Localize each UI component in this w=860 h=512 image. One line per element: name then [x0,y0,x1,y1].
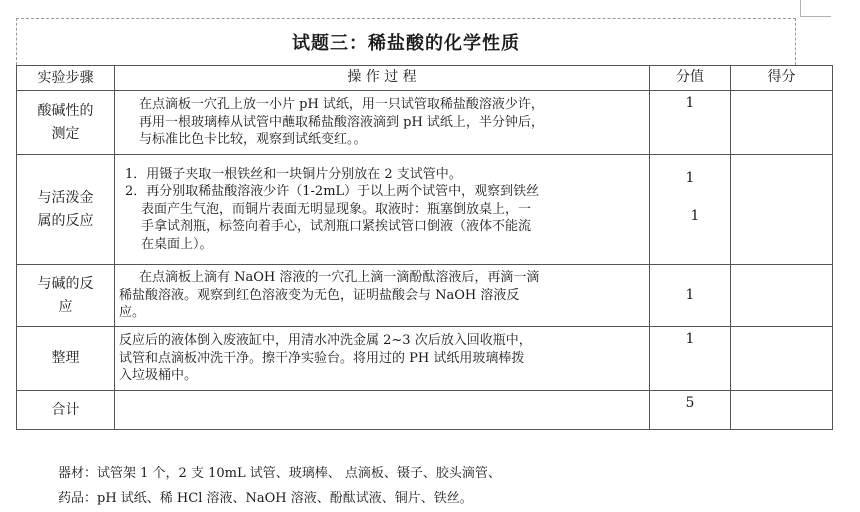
process-line: 稀盐酸溶液。观察到红色溶液变为无色，证明盐酸会与 NaOH 溶液反 [119,287,520,303]
total-process-cell [115,391,650,430]
process-line: 在桌面上）。 [141,236,213,252]
process-line: 入垃圾桶中。 [119,368,198,384]
total-score: 5 [650,391,731,430]
process-line: 反应后的液体倒入废液缸中，用清水冲洗金属 2~3 次后放入回收瓶中， [119,333,532,349]
score-cell: 1 [650,327,731,391]
header-process: 操 作 过 程 [115,66,650,91]
score-cell [650,155,731,265]
step-cell [17,155,115,265]
step-cell [17,91,115,155]
process-line: 与标准比色卡比较，观察到试纸变红。。 [139,132,367,148]
header-got: 得分 [731,66,833,91]
step-cell [17,327,115,391]
header-step: 实验步骤 [17,66,115,91]
got-cell[interactable] [731,91,833,155]
process-cell [115,91,650,155]
step-line: 与活泼金 [37,189,94,206]
step-line: 整理 [51,350,80,366]
process-line: 在点滴板上滴有 NaOH 溶液的一穴孔上滴一滴酚酞溶液后，再滴一滴 [139,270,540,286]
got-cell[interactable] [731,155,833,265]
total-got-cell[interactable] [731,391,833,430]
step-line: 酸碱性的 [37,102,94,119]
step-line: 应 [58,298,73,315]
process-cell [115,155,650,265]
equipment-line: 器材：试管架 1 个，2 支 10mL 试管、玻璃棒、 点滴板、镊子、胶头滴管、 [58,466,501,481]
process-line: 在点滴板一穴孔上放一小片 pH 试纸，用一只试管取稀盐酸溶液少许， [139,97,544,113]
step-cell [17,265,115,327]
step-line: 与碱的反 [37,275,94,292]
reagents-line: 药品：pH 试纸、稀 HCl 溶液、NaOH 溶液、酚酞试液、铜片、铁丝。 [58,491,473,506]
process-line: 再用一根玻璃棒从试管中蘸取稀盐酸溶液滴到 pH 试纸上，半分钟后， [139,114,544,130]
table-row [17,155,833,265]
exam-table [16,65,833,430]
table-row [17,265,833,327]
got-cell[interactable] [731,327,833,391]
process-cell [115,327,650,391]
process-line: 应。 [119,305,146,321]
header-score: 分值 [650,66,731,91]
table-row [17,91,833,155]
process-line: 1．用镊子夹取一根铁丝和一块铜片分别放在 2 支试管中。 [125,166,462,182]
process-line: 表面产生气泡，而铜片表面无明显现象。取液时：瓶塞倒放桌上，一 [141,201,532,217]
process-line: 手拿试剂瓶，标签向着手心，试剂瓶口紧挨试管口倒液（液体不能流 [141,219,532,235]
total-row [17,391,833,430]
score-cell: 1 [650,265,731,327]
title-box [16,18,796,65]
page-title: 试题三：稀盐酸的化学性质 [292,33,520,54]
page-corner-mark [800,0,831,17]
step-line: 测定 [51,125,80,142]
step-line: 属的反应 [37,212,94,229]
process-line: 2．再分别取稀盐酸溶液少许（1-2mL）于以上两个试管中，观察到铁丝 [125,184,540,200]
total-label: 合计 [17,391,115,430]
table-row [17,327,833,391]
score-value: 1 [685,170,695,186]
process-cell [115,265,650,327]
got-cell[interactable] [731,265,833,327]
process-line: 试管和点滴板冲洗干净。擦干净实验台。将用过的 PH 试纸用玻璃棒拨 [119,350,525,366]
score-cell: 1 [650,91,731,155]
header-row [17,66,833,91]
score-value: 1 [690,208,700,224]
